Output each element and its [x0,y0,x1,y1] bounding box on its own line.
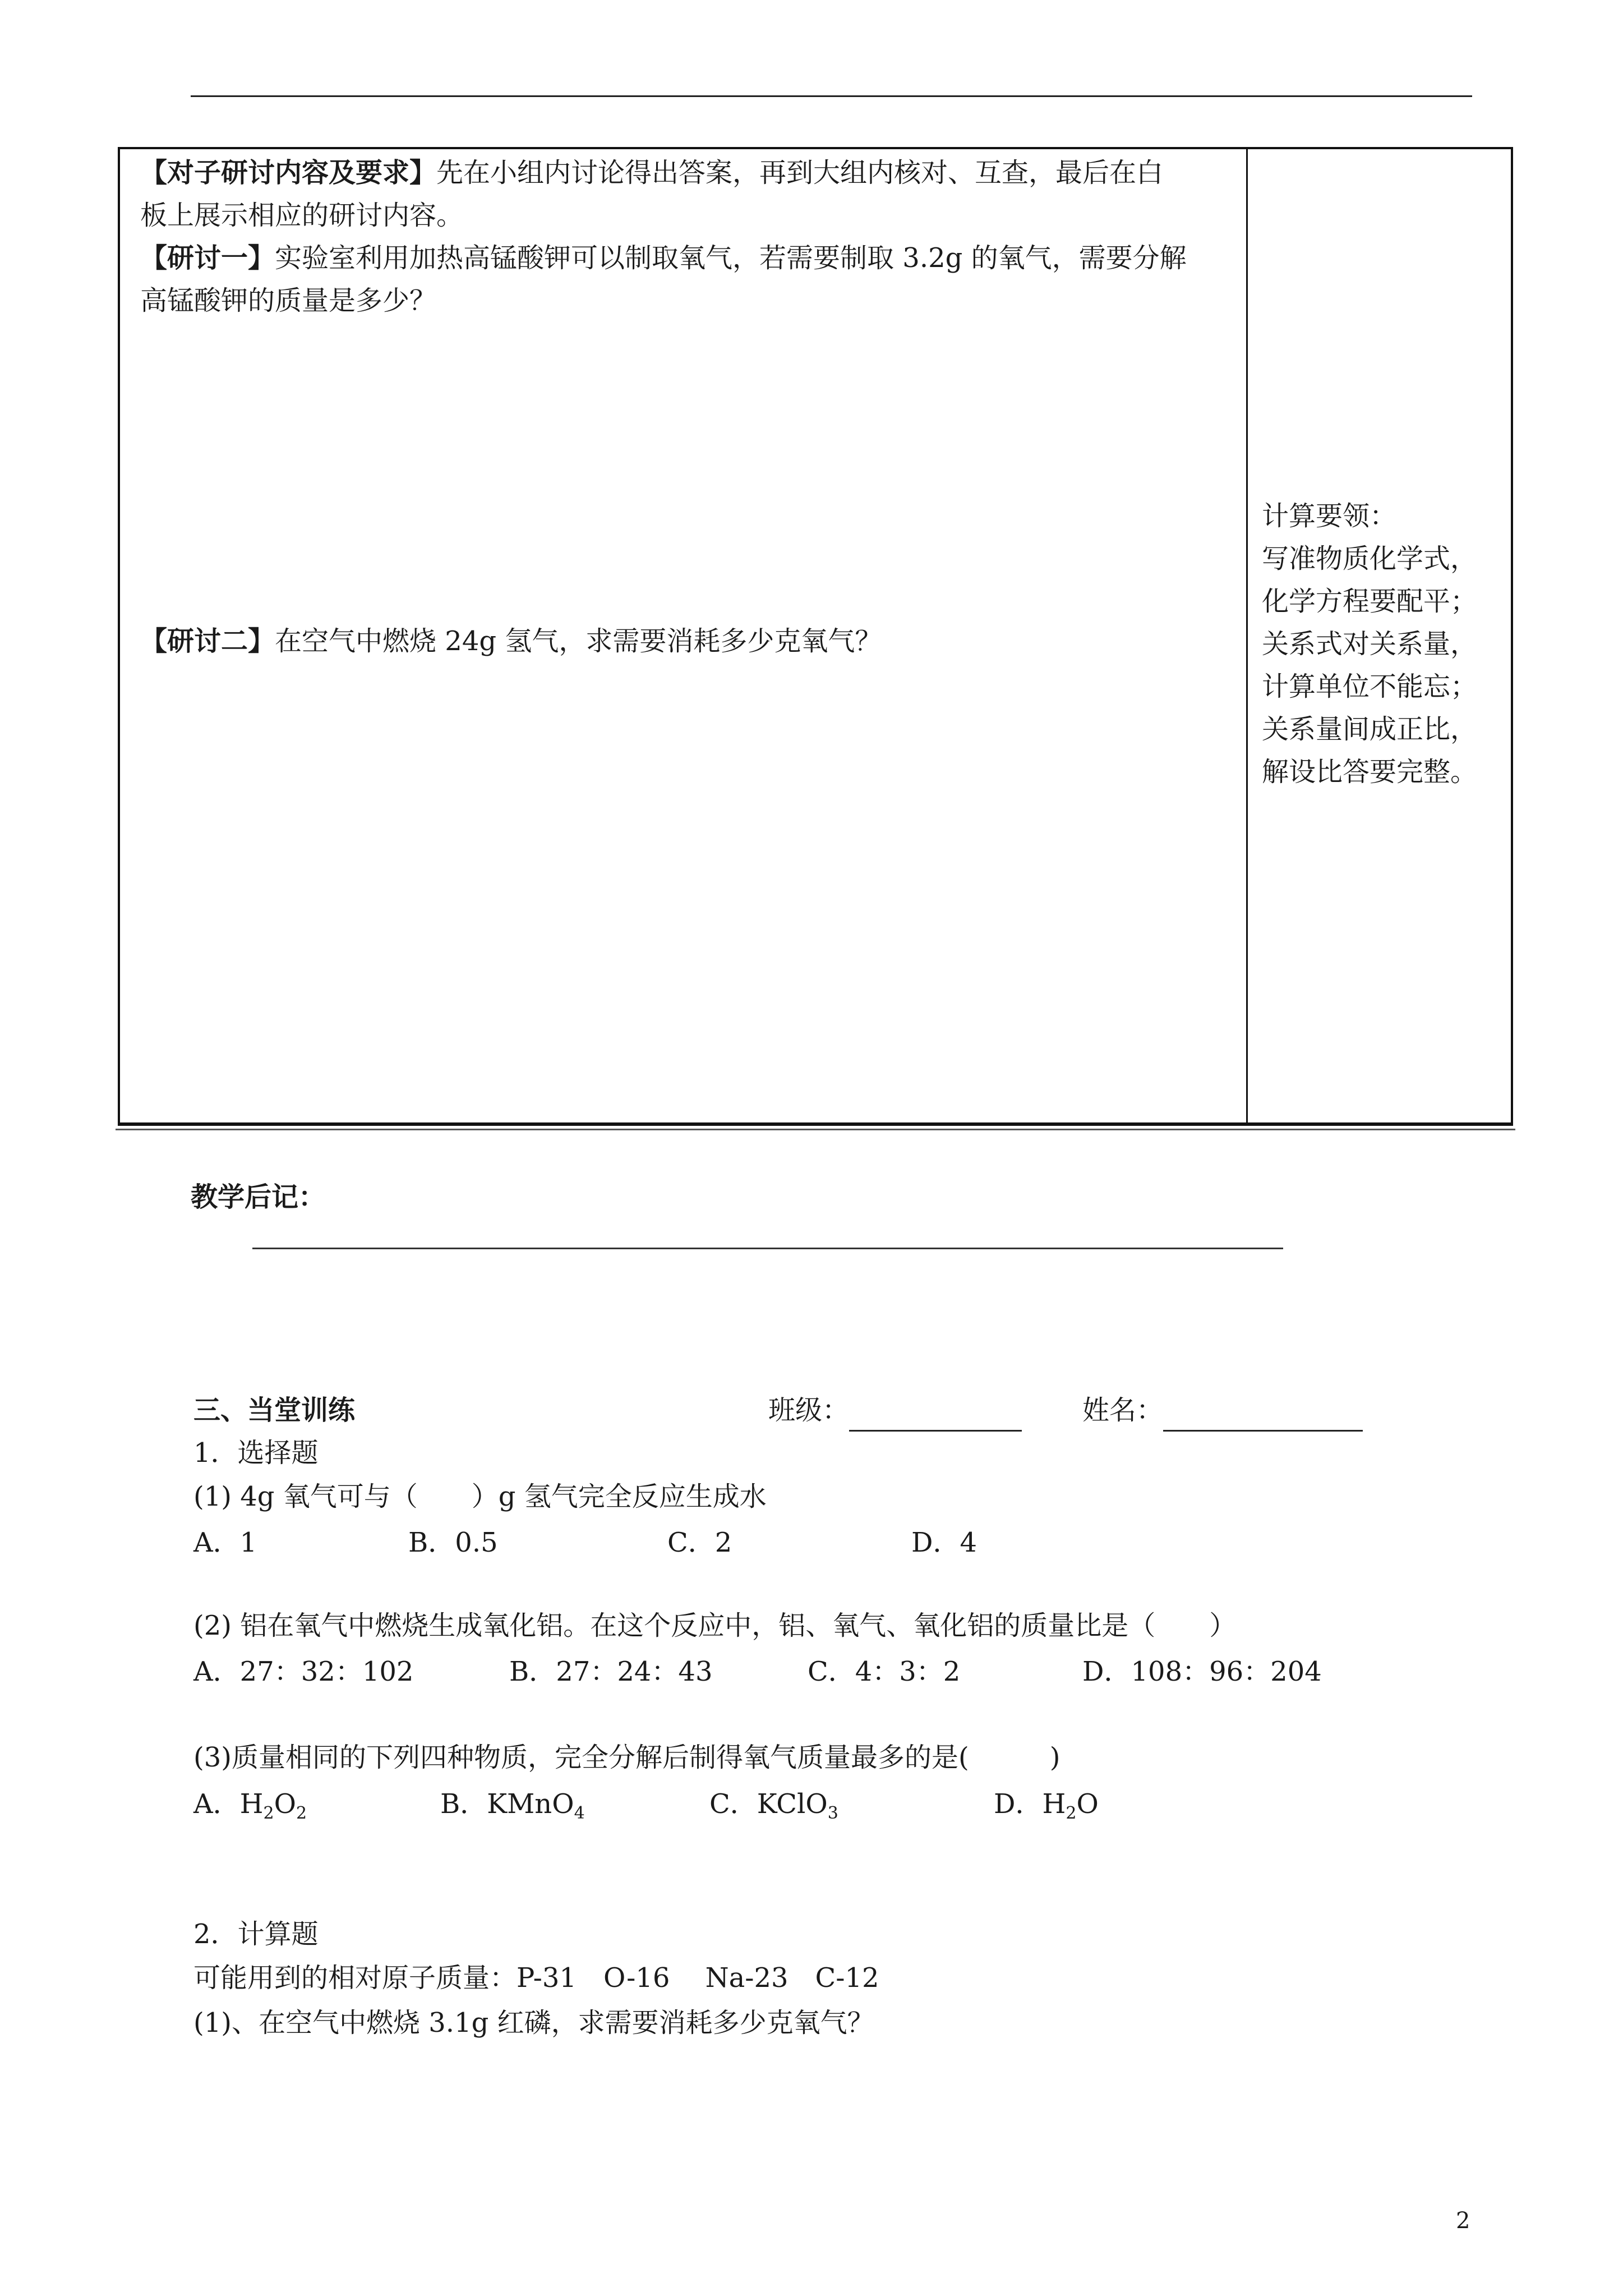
question-1-option-a: A．1 [193,1527,257,1558]
header-rule [191,95,1472,97]
question-1-option-d: D．4 [911,1527,978,1558]
discussion-one-label: 【研讨一】 [140,242,275,274]
question-3-stem: (3)质量相同的下列四种物质，完全分解后制得氧气质量最多的是( ) [193,1742,1061,1773]
question-3-option-c: C．KClO$_3$ [709,1788,838,1823]
side-note-heading: 计算要领： [1262,500,1397,532]
section-choice-title: 1．选择题 [193,1437,319,1469]
side-note-line: 计算单位不能忘； [1262,671,1478,702]
question-3-option-a: A．$H_2O_2$ [193,1788,307,1823]
teaching-notes-label: 教学后记： [191,1181,326,1213]
table-bottom-rule [116,1129,1515,1130]
table-column-divider [1246,147,1248,1126]
page-number: 2 [1456,2208,1470,2234]
side-note-line: 关系量间成正比， [1262,714,1478,745]
discussion-requirements-line-2: 板上展示相应的研讨内容。 [140,200,464,231]
discussion-two [140,620,882,662]
requirements-text: 先在小组内讨论得出答案，再到大组内核对、互查，最后在白 [436,157,1164,188]
question-2-option-b: B．27：24：43 [509,1656,713,1687]
side-note-line: 解设比答要完整。 [1262,756,1478,788]
discussion-two-label: 【研讨二】 [140,625,275,657]
practice-title: 三、当堂训练 [193,1395,356,1426]
discussion-one-line-1 [140,237,1187,279]
name-label: 姓名： [1082,1395,1164,1426]
side-note-line: 化学方程要配平； [1262,586,1478,617]
side-note-line: 关系式对关系量， [1262,628,1478,660]
section-calc-title: 2．计算题 [193,1918,319,1950]
question-3-option-d: D．$H_2O$ [994,1788,1099,1823]
question-1-option-b: B．0.5 [408,1527,498,1558]
class-input-line[interactable] [849,1405,1022,1432]
class-field [768,1389,1022,1432]
name-field [1082,1389,1363,1432]
question-1-stem: (1) 4g 氧气可与（ ）g 氢气完全反应生成水 [193,1481,767,1512]
teaching-notes-line [252,1248,1283,1249]
question-2-option-a: A．27：32：102 [193,1656,414,1687]
discussion-requirements-line-1 [140,151,1163,194]
question-1-option-c: C．2 [667,1527,732,1558]
requirements-label: 【对子研讨内容及要求】 [140,157,437,188]
question-2-stem: (2) 铝在氧气中燃烧生成氧化铝。在这个反应中，铝、氧气、氧化铝的质量比是（ ） [193,1610,1237,1641]
question-3-option-b: B．KMnO$_4$ [440,1788,585,1823]
discussion-two-text: 在空气中燃烧 24g 氢气，求需要消耗多少克氧气？ [275,625,882,657]
question-2-option-d: D．108：96：204 [1082,1656,1322,1687]
class-label: 班级： [768,1395,850,1426]
question-2-option-c: C．4：3：2 [808,1656,961,1687]
name-input-line[interactable] [1163,1405,1363,1432]
side-note-line: 写准物质化学式， [1262,543,1478,574]
calc-question-1: (1)、在空气中燃烧 3.1g 红磷，求需要消耗多少克氧气？ [193,2007,874,2039]
discussion-one-text: 实验室利用加热高锰酸钾可以制取氧气，若需要制取 3.2g 的氧气，需要分解 [275,242,1187,274]
discussion-one-line-2: 高锰酸钾的质量是多少？ [140,285,437,316]
atomic-masses-note: 可能用到的相对原子质量：P-31 O-16 Na-23 C-12 [193,1962,879,1994]
